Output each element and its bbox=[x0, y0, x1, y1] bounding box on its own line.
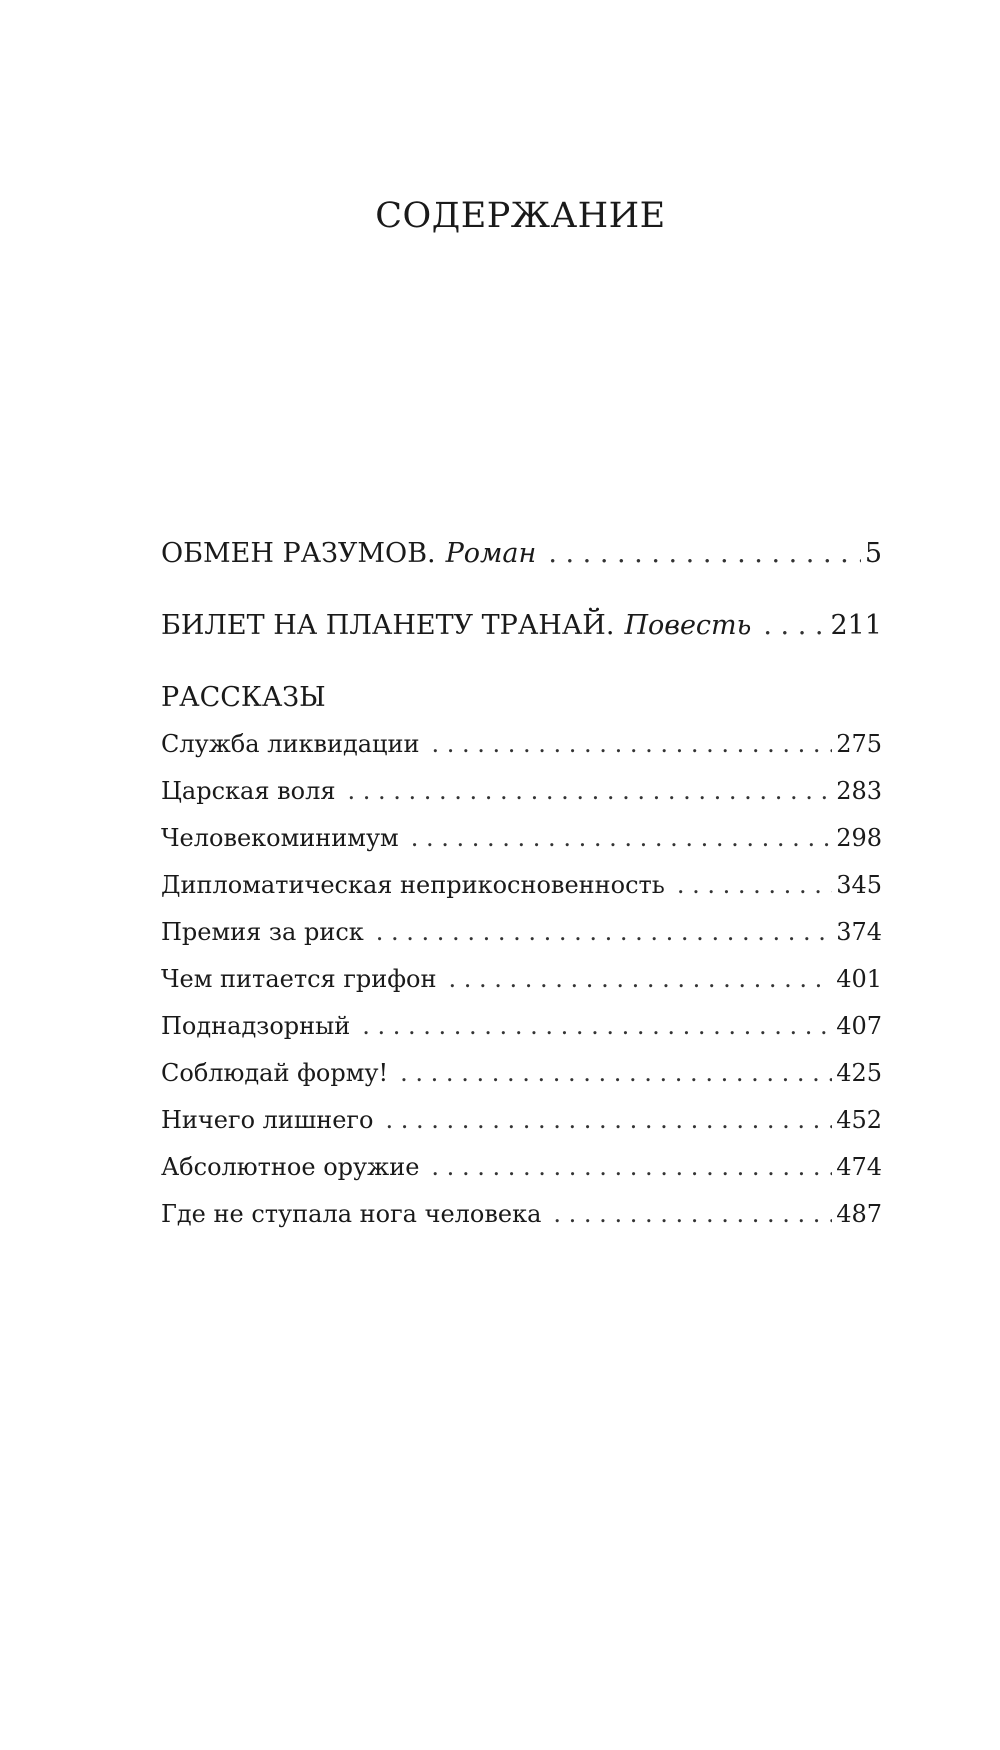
dot-leader bbox=[677, 871, 832, 899]
toc-entry-story bbox=[161, 871, 882, 911]
toc-entry-story bbox=[161, 1200, 882, 1240]
toc-entry-story bbox=[161, 730, 882, 770]
toc-entry-title: Дипломатическая неприкосновенность bbox=[161, 871, 665, 899]
dot-leader bbox=[376, 918, 832, 946]
page-title: СОДЕРЖАНИЕ bbox=[375, 196, 666, 236]
toc-page-number: 374 bbox=[836, 918, 882, 946]
toc-page-number: 474 bbox=[836, 1153, 882, 1181]
toc-page-number: 452 bbox=[836, 1106, 882, 1134]
toc-entry-title: Человекоминимум bbox=[161, 824, 399, 852]
toc-page-number: 283 bbox=[836, 777, 882, 805]
toc-entry-title: Соблюдай форму! bbox=[161, 1059, 389, 1087]
toc-page-number: 407 bbox=[836, 1012, 882, 1040]
stories-section-heading: РАССКАЗЫ bbox=[161, 682, 326, 713]
dot-leader bbox=[362, 1012, 832, 1040]
dot-leader bbox=[400, 1059, 832, 1087]
dot-leader bbox=[347, 777, 832, 805]
toc-entry-title: Поднадзорный bbox=[161, 1012, 351, 1040]
dot-leader bbox=[553, 1200, 832, 1228]
toc-entry-story bbox=[161, 1059, 882, 1099]
toc-entry-title: Где не ступала нога человека bbox=[161, 1200, 542, 1228]
toc-entry-genre: Роман bbox=[445, 538, 537, 569]
toc-page-number: 211 bbox=[830, 610, 882, 641]
toc-entry-story bbox=[161, 777, 882, 817]
dot-leader bbox=[763, 610, 826, 641]
toc-entry-title: Служба ликвидации bbox=[161, 730, 420, 758]
toc-page-number: 425 bbox=[836, 1059, 882, 1087]
toc-entry-story bbox=[161, 918, 882, 958]
toc-entry-story bbox=[161, 824, 882, 864]
toc-entry-title: Премия за риск bbox=[161, 918, 364, 946]
toc-page-number: 345 bbox=[836, 871, 882, 899]
toc-page-number: 487 bbox=[836, 1200, 882, 1228]
toc-page-number: 401 bbox=[836, 965, 882, 993]
toc-entry-story bbox=[161, 1012, 882, 1052]
toc-entry-title: Ничего лишнего bbox=[161, 1106, 374, 1134]
toc-entry-title: Чем питается грифон bbox=[161, 965, 437, 993]
toc-entry-story bbox=[161, 1106, 882, 1146]
toc-page-number: 298 bbox=[836, 824, 882, 852]
toc-page-number: 5 bbox=[864, 538, 882, 569]
toc-entry-story bbox=[161, 1153, 882, 1193]
dot-leader bbox=[411, 824, 832, 852]
toc-entry-story bbox=[161, 965, 882, 1005]
toc-entry-novel bbox=[161, 538, 882, 578]
toc-entry-title: Царская воля bbox=[161, 777, 336, 805]
toc-page-number: 275 bbox=[836, 730, 882, 758]
toc-entry-title: Абсолютное оружие bbox=[161, 1153, 420, 1181]
toc-entry-title: БИЛЕТ НА ПЛАНЕТУ ТРАНАЙ. bbox=[161, 610, 615, 641]
toc-entry-novella bbox=[161, 610, 882, 650]
dot-leader bbox=[431, 1153, 832, 1181]
toc-entry-genre: Повесть bbox=[624, 610, 752, 641]
dot-leader bbox=[431, 730, 832, 758]
dot-leader bbox=[385, 1106, 832, 1134]
dot-leader bbox=[448, 965, 832, 993]
toc-entry-title: ОБМЕН РАЗУМОВ. bbox=[161, 538, 436, 569]
dot-leader bbox=[548, 538, 860, 569]
